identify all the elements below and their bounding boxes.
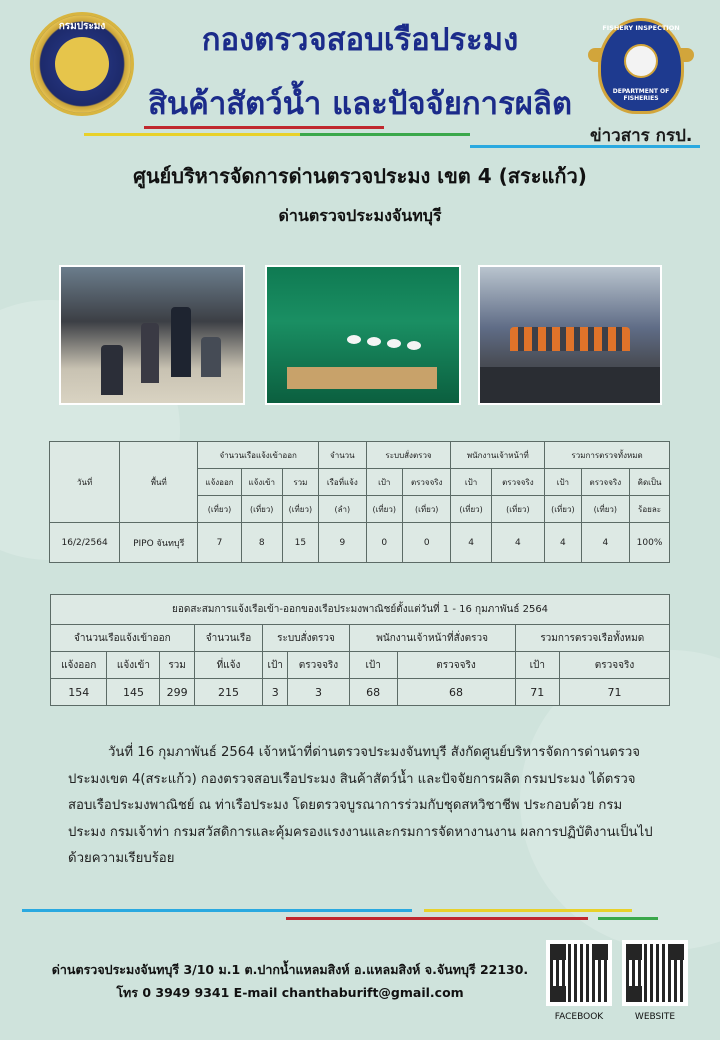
header-notify-group: จำนวนเรือแจ้งเข้าออก bbox=[51, 625, 195, 652]
header-target: เป้า bbox=[366, 469, 402, 496]
header-target: เป้า bbox=[349, 652, 397, 679]
unit-trip: (เที่ยว) bbox=[451, 496, 491, 523]
person-figure bbox=[141, 323, 159, 383]
center-title: ศูนย์บริหารจัดการด่านตรวจประมง เขต 4 (สระแก้ว) bbox=[133, 164, 587, 188]
header-notify-in: แจ้งเข้า bbox=[241, 469, 282, 496]
unit-trip: (เที่ยว) bbox=[581, 496, 630, 523]
fishery-inspection-logo bbox=[588, 18, 694, 118]
unit-trip: (เที่ยว) bbox=[366, 496, 402, 523]
header-area: พื้นที่ bbox=[120, 442, 198, 523]
cumulative-table-title: ยอดสะสมการแจ้งเรือเข้า-ออกของเรือประมงพาณิชย์ตั้งแต่วันที่ 1 - 16 กุมภาพันธ์ 2564 bbox=[51, 595, 670, 625]
address-text: ด่านตรวจประมงจันทบุรี 3/10 ม.1 ต.ปากน้ำแหลมสิงห์ อ.แหลมสิงห์ จ.จันทบุรี 22130. bbox=[51, 962, 529, 977]
header-actual: ตรวจจริง bbox=[288, 652, 350, 679]
checkpoint-title: ด่านตรวจประมงจันทบุรี bbox=[278, 206, 442, 225]
header-actual: ตรวจจริง bbox=[560, 652, 670, 679]
header-actual: ตรวจจริง bbox=[397, 652, 515, 679]
header-officer-group: พนักงานเจ้าหน้าที่ bbox=[451, 442, 545, 469]
cell-all-target: 71 bbox=[515, 679, 559, 706]
website-qr-label: WEBSITE bbox=[634, 1012, 676, 1022]
facebook-qr-code[interactable] bbox=[546, 940, 612, 1006]
qr-code-icon bbox=[550, 944, 608, 1002]
header bbox=[0, 0, 720, 150]
header-notify-group: จำนวนเรือแจ้งเข้าออก bbox=[198, 442, 319, 469]
logo-emblem-icon bbox=[624, 44, 658, 78]
cell-sys-actual: 3 bbox=[288, 679, 350, 706]
logo-right-top-text: FISHERY INSPECTION bbox=[602, 24, 680, 32]
divider-red bbox=[286, 917, 588, 920]
cell-off-target: 68 bbox=[349, 679, 397, 706]
contact-text: โทร 0 3949 9341 E-mail chanthaburift@gmail.com bbox=[116, 985, 464, 1000]
cell-all-actual: 4 bbox=[581, 523, 630, 563]
daily-inspection-table bbox=[49, 441, 670, 563]
divider-red bbox=[144, 126, 384, 129]
cell-off-target: 4 bbox=[451, 523, 491, 563]
float-icon bbox=[387, 339, 401, 348]
unit-boat: (ลำ) bbox=[319, 496, 366, 523]
header-percent-label: คิดเป็น bbox=[630, 469, 670, 496]
float-icon bbox=[367, 337, 381, 346]
cell-total: 299 bbox=[160, 679, 194, 706]
unit-trip: (เที่ยว) bbox=[402, 496, 451, 523]
header-boats-group: จำนวนเรือ bbox=[194, 625, 263, 652]
logo-left-text: กรมประมง bbox=[58, 21, 106, 32]
header-count-sub: เรือที่แจ้ง bbox=[319, 469, 366, 496]
unit-trip: (เที่ยว) bbox=[491, 496, 545, 523]
cell-percent: 100% bbox=[630, 523, 670, 563]
fisheries-department-logo bbox=[30, 12, 134, 116]
boat-deck bbox=[287, 367, 437, 389]
cell-sys-target: 3 bbox=[263, 679, 288, 706]
website-qr-code[interactable] bbox=[622, 940, 688, 1006]
header-total: รวม bbox=[282, 469, 318, 496]
page-title-line1: กองตรวจสอบเรือประมง bbox=[201, 22, 519, 58]
header-all-group: รวมการตรวจทั้งหมด bbox=[545, 442, 670, 469]
boat-deck bbox=[480, 367, 662, 405]
cell-all-target: 4 bbox=[545, 523, 581, 563]
header-notify-in: แจ้งเข้า bbox=[107, 652, 160, 679]
header-target: เป้า bbox=[263, 652, 288, 679]
unit-trip: (เที่ยว) bbox=[282, 496, 318, 523]
cumulative-inspection-table bbox=[50, 594, 670, 706]
cell-total: 15 bbox=[282, 523, 318, 563]
header-boats-sub: ที่แจ้ง bbox=[194, 652, 263, 679]
cell-notify-out: 7 bbox=[198, 523, 242, 563]
header-system-group: ระบบสั่งตรวจ bbox=[263, 625, 349, 652]
cell-notify-in: 145 bbox=[107, 679, 160, 706]
cell-all-actual: 71 bbox=[560, 679, 670, 706]
divider-green bbox=[300, 133, 470, 136]
photo-fishing-net bbox=[265, 265, 461, 405]
divider-green bbox=[598, 917, 658, 920]
header-actual: ตรวจจริง bbox=[491, 469, 545, 496]
logo-emblem-icon bbox=[55, 37, 109, 91]
header-actual: ตรวจจริง bbox=[581, 469, 630, 496]
body-paragraph: วันที่ 16 กุมภาพันธ์ 2564 เจ้าหน้าที่ด่านตรวจประมงจันทบุรี สังกัดศูนย์บริหารจัดการด่านตรวจประมงเขต 4(สระแก้ว) กองตรวจสอบเรือประมง สินค้าสัตว์น้ำ และปัจจัยการผลิต กรมประมง ได้ตรวจสอบเรือประมงพาณิชย์ ณ ท่าเรือประมง โดยตรวจบูรณาการร่วมกับชุดสหวิชาชีพ ประกอบด้วย กรมประมง กรมเจ้าท่า กรมสวัสดิการและคุ้มครองแรงงานและกรมการจัดหางานงาน ผลการปฏิบัติงานเป็นไปด้วยความเรียบร้อย bbox=[68, 745, 653, 866]
header-total: รวม bbox=[160, 652, 194, 679]
page-title-line2: สินค้าสัตว์น้ำ และปัจจัยการผลิต bbox=[147, 86, 573, 122]
table-row bbox=[50, 523, 670, 563]
header-notify-out: แจ้งออก bbox=[51, 652, 107, 679]
header-percent-sub: ร้อยละ bbox=[630, 496, 670, 523]
person-figure bbox=[101, 345, 123, 395]
crew-row bbox=[510, 327, 630, 351]
header-notify-out: แจ้งออก bbox=[198, 469, 242, 496]
cell-boats: 215 bbox=[194, 679, 263, 706]
news-label: ข่าวสาร กรป. bbox=[590, 126, 693, 146]
logo-right-bottom-text: DEPARTMENT OF FISHERIES bbox=[612, 88, 670, 102]
header-all-group: รวมการตรวจเรือทั้งหมด bbox=[515, 625, 669, 652]
header-date: วันที่ bbox=[50, 442, 120, 523]
header-target: เป้า bbox=[545, 469, 581, 496]
unit-trip: (เที่ยว) bbox=[241, 496, 282, 523]
divider-yellow bbox=[84, 133, 304, 136]
float-icon bbox=[407, 341, 421, 350]
facebook-qr-label: FACEBOOK bbox=[554, 1012, 604, 1022]
header-actual: ตรวจจริง bbox=[402, 469, 451, 496]
person-figure bbox=[171, 307, 191, 377]
photo-crew-lineup bbox=[478, 265, 662, 405]
cell-notify-out: 154 bbox=[51, 679, 107, 706]
header-target: เป้า bbox=[451, 469, 491, 496]
cell-sys-target: 0 bbox=[366, 523, 402, 563]
cell-date: 16/2/2564 bbox=[50, 523, 120, 563]
divider-blue bbox=[22, 909, 412, 912]
cell-sys-actual: 0 bbox=[402, 523, 451, 563]
person-figure bbox=[201, 337, 221, 377]
unit-trip: (เที่ยว) bbox=[198, 496, 242, 523]
footer-address bbox=[40, 958, 540, 1004]
cell-notify-in: 8 bbox=[241, 523, 282, 563]
header-officer-group: พนักงานเจ้าหน้าที่สั่งตรวจ bbox=[349, 625, 515, 652]
divider-yellow bbox=[424, 909, 632, 912]
photo-inspection-officers bbox=[59, 265, 245, 405]
float-icon bbox=[347, 335, 361, 344]
qr-code-icon bbox=[626, 944, 684, 1002]
cell-off-actual: 4 bbox=[491, 523, 545, 563]
header-system-group: ระบบสั่งตรวจ bbox=[366, 442, 451, 469]
cell-off-actual: 68 bbox=[397, 679, 515, 706]
cell-boats: 9 bbox=[319, 523, 366, 563]
header-target: เป้า bbox=[515, 652, 559, 679]
cell-area: PIPO จันทบุรี bbox=[120, 523, 198, 563]
table-row bbox=[51, 679, 670, 706]
unit-trip: (เที่ยว) bbox=[545, 496, 581, 523]
header-count-group: จำนวน bbox=[319, 442, 366, 469]
